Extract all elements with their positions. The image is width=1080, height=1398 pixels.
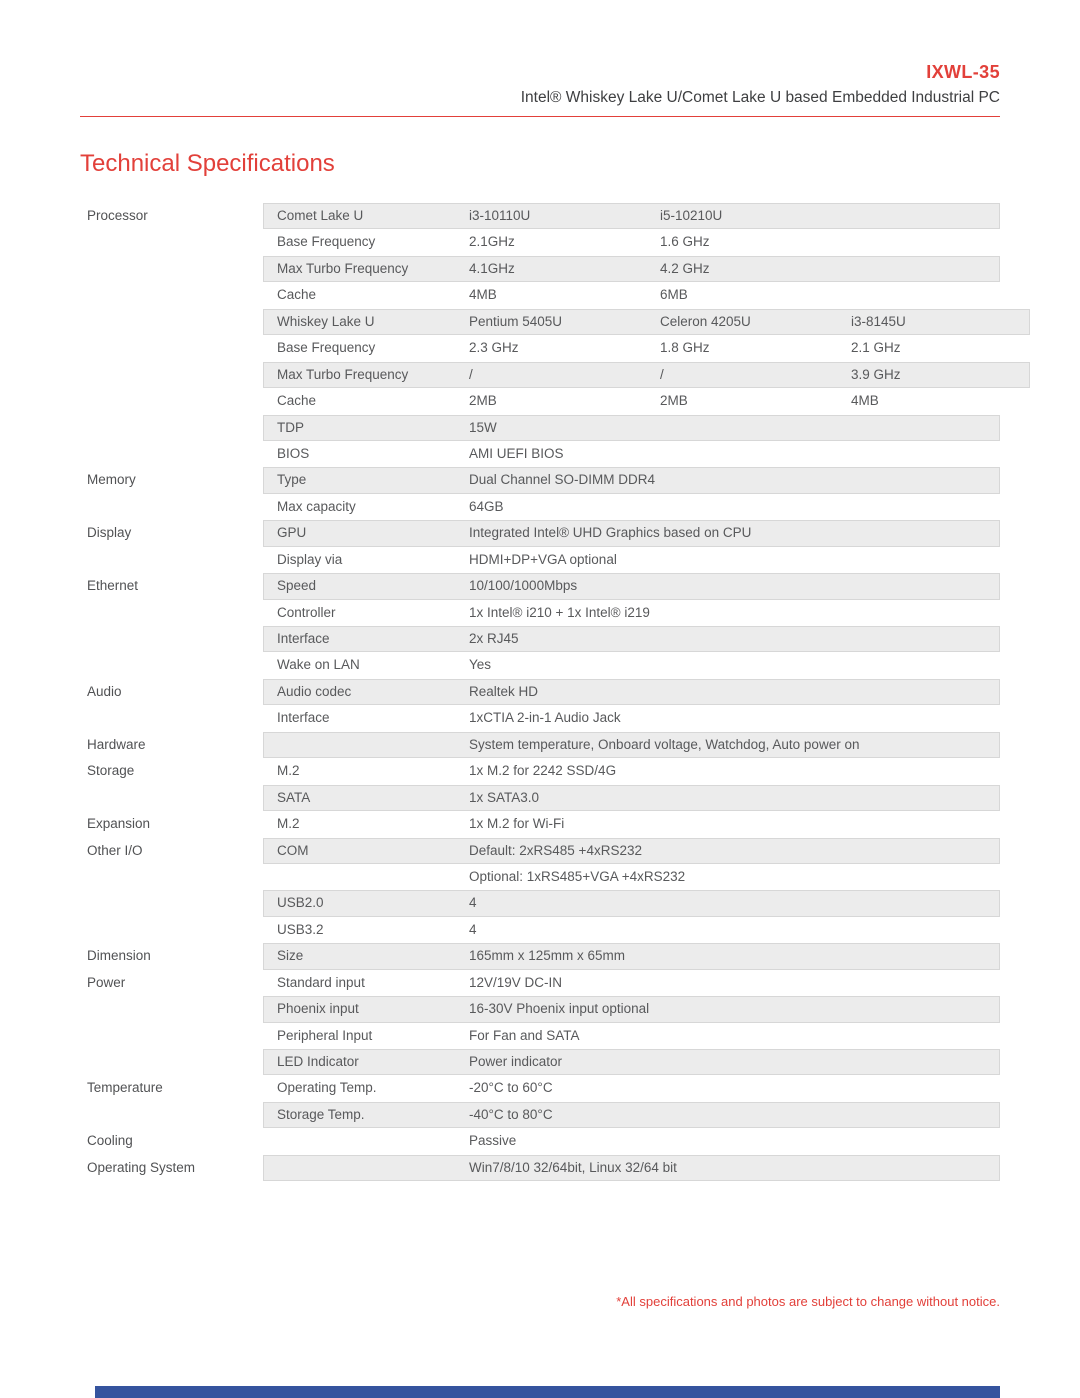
spec-row-box bbox=[263, 467, 1000, 493]
spec-row-box bbox=[263, 970, 1000, 996]
spec-value-cell: For Fan and SATA bbox=[469, 1027, 580, 1043]
category-cell bbox=[80, 388, 263, 414]
table-row bbox=[80, 467, 1000, 493]
category-cell bbox=[80, 309, 263, 335]
spec-value-cell: 1.6 GHz bbox=[660, 234, 710, 250]
spec-label-cell: Wake on LAN bbox=[277, 657, 360, 673]
footer-bar bbox=[95, 1386, 1000, 1398]
spec-label-cell: Size bbox=[277, 948, 304, 964]
spec-label-cell: Standard input bbox=[277, 974, 365, 990]
spec-value-cell: Default: 2xRS485 +4xRS232 bbox=[469, 842, 642, 858]
table-row bbox=[80, 1155, 1000, 1181]
spec-value-cell: -40°C to 80°C bbox=[469, 1106, 553, 1122]
category-cell bbox=[80, 785, 263, 811]
spec-value-cell: 2.3 GHz bbox=[469, 340, 519, 356]
spec-value-cell: / bbox=[660, 366, 664, 382]
category-cell: Other I/O bbox=[87, 842, 143, 858]
spec-row-box bbox=[263, 838, 1000, 864]
spec-value-cell: i3-8145U bbox=[851, 313, 906, 329]
spec-value-cell: 165mm x 125mm x 65mm bbox=[469, 948, 626, 964]
spec-value-cell: 2.1 GHz bbox=[851, 340, 901, 356]
spec-value-cell: 3.9 GHz bbox=[851, 366, 901, 382]
spec-label-cell bbox=[264, 733, 456, 757]
spec-label-cell: Audio codec bbox=[277, 683, 352, 699]
spec-label-cell: COM bbox=[277, 842, 309, 858]
model-name: IXWL-35 bbox=[926, 62, 1000, 82]
spec-label-cell: Cache bbox=[277, 393, 317, 409]
table-row bbox=[80, 917, 1000, 943]
table-row bbox=[80, 520, 1000, 546]
spec-value-cell: 6MB bbox=[660, 287, 688, 303]
spec-label-cell: Speed bbox=[277, 578, 317, 594]
spec-label-cell: Controller bbox=[277, 604, 336, 620]
spec-label-cell: Operating Temp. bbox=[277, 1080, 377, 1096]
spec-label-cell: M.2 bbox=[277, 763, 300, 779]
spec-value-cell: 1x Intel® i210 + 1x Intel® i219 bbox=[469, 604, 650, 620]
category-cell: Temperature bbox=[87, 1080, 163, 1096]
table-row bbox=[80, 362, 1000, 388]
spec-value-cell: 2.1GHz bbox=[469, 234, 515, 250]
category-cell bbox=[80, 864, 263, 890]
category-cell: Audio bbox=[87, 683, 122, 699]
table-row bbox=[80, 441, 1000, 467]
spec-row-box bbox=[263, 811, 1000, 837]
spec-row-box bbox=[263, 256, 1000, 282]
spec-label-cell: Peripheral Input bbox=[277, 1027, 373, 1043]
category-cell bbox=[80, 652, 263, 678]
table-row bbox=[80, 600, 1000, 626]
spec-label-cell: Whiskey Lake U bbox=[277, 313, 375, 329]
table-row bbox=[80, 1049, 1000, 1075]
spec-label-cell: Comet Lake U bbox=[277, 208, 364, 223]
spec-label-cell: Base Frequency bbox=[277, 340, 376, 356]
spec-value-cell: 1x M.2 for Wi-Fi bbox=[469, 816, 565, 832]
category-cell: Dimension bbox=[87, 948, 151, 964]
category-cell bbox=[80, 890, 263, 916]
spec-row-box bbox=[263, 600, 1000, 626]
category-cell: Operating System bbox=[87, 1159, 196, 1175]
spec-value-cell: -20°C to 60°C bbox=[469, 1080, 553, 1096]
spec-row-box bbox=[263, 758, 1000, 784]
category-cell bbox=[80, 256, 263, 282]
category-cell bbox=[80, 494, 263, 520]
category-cell bbox=[80, 1049, 263, 1075]
table-row bbox=[80, 679, 1000, 705]
spec-value-cell: / bbox=[469, 366, 473, 382]
table-row bbox=[80, 838, 1000, 864]
table-row bbox=[80, 256, 1000, 282]
spec-value-cell: Realtek HD bbox=[469, 683, 539, 699]
spec-value-cell: Optional: 1xRS485+VGA +4xRS232 bbox=[469, 868, 686, 884]
table-row bbox=[80, 864, 1000, 890]
spec-row-box bbox=[263, 282, 1000, 308]
spec-row-box bbox=[263, 864, 1000, 890]
spec-row-box bbox=[263, 388, 1030, 414]
category-cell: Processor bbox=[87, 208, 148, 223]
category-cell: Hardware bbox=[87, 736, 146, 752]
spec-value-cell: Pentium 5405U bbox=[469, 313, 563, 329]
spec-value-cell: Celeron 4205U bbox=[660, 313, 751, 329]
category-cell: Expansion bbox=[87, 816, 151, 832]
table-row bbox=[80, 1102, 1000, 1128]
spec-label-cell: Interface bbox=[277, 710, 330, 726]
table-row bbox=[80, 282, 1000, 308]
spec-row-box bbox=[263, 362, 1030, 388]
header-divider bbox=[80, 116, 1000, 117]
category-cell bbox=[80, 415, 263, 441]
spec-row-box bbox=[263, 335, 1030, 361]
spec-label-cell: Storage Temp. bbox=[277, 1106, 365, 1122]
category-cell: Power bbox=[87, 974, 126, 990]
table-row bbox=[80, 309, 1000, 335]
spec-row-box bbox=[263, 996, 1000, 1022]
spec-label-cell: M.2 bbox=[277, 816, 300, 832]
spec-table bbox=[80, 203, 1000, 1181]
spec-value-cell: 4MB bbox=[469, 287, 497, 303]
category-cell bbox=[80, 917, 263, 943]
table-row bbox=[80, 705, 1000, 731]
spec-value-cell: 10/100/1000Mbps bbox=[469, 578, 578, 594]
spec-row-box bbox=[263, 652, 1000, 678]
spec-row-box bbox=[263, 890, 1000, 916]
spec-label-cell: Interface bbox=[277, 631, 330, 646]
table-row bbox=[80, 573, 1000, 599]
page-title: Technical Specifications bbox=[80, 150, 335, 177]
spec-value-cell: i3-10110U bbox=[469, 208, 531, 223]
category-cell: Memory bbox=[87, 472, 136, 488]
spec-value-cell: 1x SATA3.0 bbox=[469, 789, 540, 805]
category-cell bbox=[80, 547, 263, 573]
spec-row-box bbox=[263, 785, 1000, 811]
spec-value-cell: AMI UEFI BIOS bbox=[469, 445, 564, 461]
spec-label-cell: Max capacity bbox=[277, 498, 356, 514]
spec-label-cell: TDP bbox=[277, 419, 304, 435]
table-row bbox=[80, 335, 1000, 361]
category-cell: Display bbox=[87, 525, 132, 541]
spec-label-cell: SATA bbox=[277, 789, 311, 805]
table-row bbox=[80, 626, 1000, 652]
spec-label-cell bbox=[264, 865, 456, 889]
spec-value-cell: 12V/19V DC-IN bbox=[469, 974, 563, 990]
spec-value-cell: Integrated Intel® UHD Graphics based on CPU bbox=[469, 525, 752, 541]
spec-label-cell: Phoenix input bbox=[277, 1001, 359, 1017]
spec-label-cell: GPU bbox=[277, 525, 307, 541]
spec-value-cell: 64GB bbox=[469, 498, 504, 514]
spec-row-box bbox=[263, 441, 1000, 467]
spec-row-box bbox=[263, 732, 1000, 758]
table-row bbox=[80, 388, 1000, 414]
table-row bbox=[80, 229, 1000, 255]
spec-label-cell: BIOS bbox=[277, 445, 310, 461]
table-row bbox=[80, 811, 1000, 837]
category-cell: Cooling bbox=[87, 1133, 133, 1149]
spec-label-cell: Display via bbox=[277, 551, 343, 567]
spec-label-cell bbox=[264, 1156, 456, 1180]
spec-value-cell: 1.8 GHz bbox=[660, 340, 710, 356]
spec-value-cell: i5-10210U bbox=[660, 208, 723, 223]
spec-label-cell bbox=[264, 1129, 456, 1153]
spec-row-box bbox=[263, 679, 1000, 705]
category-cell: Ethernet bbox=[87, 578, 139, 594]
spec-row-box bbox=[263, 494, 1000, 520]
spec-value-cell: 4.2 GHz bbox=[660, 260, 710, 276]
spec-label-cell: Max Turbo Frequency bbox=[277, 366, 409, 382]
table-row bbox=[80, 1023, 1000, 1049]
table-row bbox=[80, 970, 1000, 996]
category-cell bbox=[80, 1102, 263, 1128]
table-row bbox=[80, 943, 1000, 969]
spec-row-box bbox=[263, 943, 1000, 969]
table-row bbox=[80, 652, 1000, 678]
spec-row-box bbox=[263, 415, 1000, 441]
spec-value-cell: Power indicator bbox=[469, 1054, 563, 1069]
spec-value-cell: Win7/8/10 32/64bit, Linux 32/64 bit bbox=[469, 1159, 677, 1175]
spec-row-box bbox=[263, 917, 1000, 943]
category-cell bbox=[80, 441, 263, 467]
spec-row-box bbox=[263, 1155, 1000, 1181]
table-row bbox=[80, 415, 1000, 441]
spec-value-cell: HDMI+DP+VGA optional bbox=[469, 551, 617, 567]
spec-value-cell: 4MB bbox=[851, 393, 879, 409]
spec-row-box bbox=[263, 573, 1000, 599]
category-cell bbox=[80, 362, 263, 388]
spec-row-box bbox=[263, 520, 1000, 546]
table-row bbox=[80, 732, 1000, 758]
disclaimer-note: *All specifications and photos are subject to change without notice. bbox=[616, 1294, 1000, 1309]
spec-label-cell: Cache bbox=[277, 287, 317, 303]
spec-value-cell: Yes bbox=[469, 657, 492, 673]
spec-value-cell: 4 bbox=[469, 921, 477, 937]
spec-label-cell: USB2.0 bbox=[277, 895, 324, 911]
spec-label-cell: LED Indicator bbox=[277, 1054, 359, 1069]
spec-value-cell: 1x M.2 for 2242 SSD/4G bbox=[469, 763, 617, 779]
category-cell bbox=[80, 335, 263, 361]
spec-row-box bbox=[263, 1128, 1000, 1154]
spec-value-cell: 2x RJ45 bbox=[469, 631, 519, 646]
spec-value-cell: 4.1GHz bbox=[469, 260, 515, 276]
category-cell bbox=[80, 229, 263, 255]
spec-value-cell: 2MB bbox=[469, 393, 497, 409]
spec-label-cell: Base Frequency bbox=[277, 234, 376, 250]
spec-value-cell: 16-30V Phoenix input optional bbox=[469, 1001, 650, 1017]
category-cell bbox=[80, 996, 263, 1022]
table-row bbox=[80, 494, 1000, 520]
spec-row-box bbox=[263, 229, 1000, 255]
table-row bbox=[80, 996, 1000, 1022]
category-cell bbox=[80, 600, 263, 626]
category-cell bbox=[80, 626, 263, 652]
spec-row-box bbox=[263, 626, 1000, 652]
table-row bbox=[80, 785, 1000, 811]
table-row bbox=[80, 547, 1000, 573]
spec-value-cell: 2MB bbox=[660, 393, 688, 409]
spec-row-box bbox=[263, 309, 1030, 335]
spec-label-cell: Max Turbo Frequency bbox=[277, 260, 409, 276]
spec-row-box bbox=[263, 1102, 1000, 1128]
category-cell bbox=[80, 282, 263, 308]
spec-value-cell: 4 bbox=[469, 895, 477, 911]
table-row bbox=[80, 1075, 1000, 1101]
spec-row-box bbox=[263, 705, 1000, 731]
table-row bbox=[80, 1128, 1000, 1154]
spec-value-cell: Dual Channel SO-DIMM DDR4 bbox=[469, 472, 656, 488]
category-cell bbox=[80, 1023, 263, 1049]
category-cell bbox=[80, 705, 263, 731]
table-row bbox=[80, 203, 1000, 229]
spec-row-box bbox=[263, 1023, 1000, 1049]
spec-label-cell: USB3.2 bbox=[277, 921, 324, 937]
spec-value-cell: 1xCTIA 2-in-1 Audio Jack bbox=[469, 710, 621, 726]
spec-value-cell: 15W bbox=[469, 419, 497, 435]
table-row bbox=[80, 758, 1000, 784]
spec-row-box bbox=[263, 203, 1000, 229]
doc-header bbox=[521, 62, 1000, 107]
category-cell: Storage bbox=[87, 763, 135, 779]
spec-row-box bbox=[263, 547, 1000, 573]
spec-row-box bbox=[263, 1075, 1000, 1101]
spec-value-cell: System temperature, Onboard voltage, Watchdog, Auto power on bbox=[469, 736, 860, 752]
table-row bbox=[80, 890, 1000, 916]
spec-row-box bbox=[263, 1049, 1000, 1075]
doc-subtitle: Intel® Whiskey Lake U/Comet Lake U based Embedded Industrial PC bbox=[520, 89, 1000, 106]
spec-label-cell: Type bbox=[277, 472, 307, 488]
spec-value-cell: Passive bbox=[469, 1133, 517, 1149]
